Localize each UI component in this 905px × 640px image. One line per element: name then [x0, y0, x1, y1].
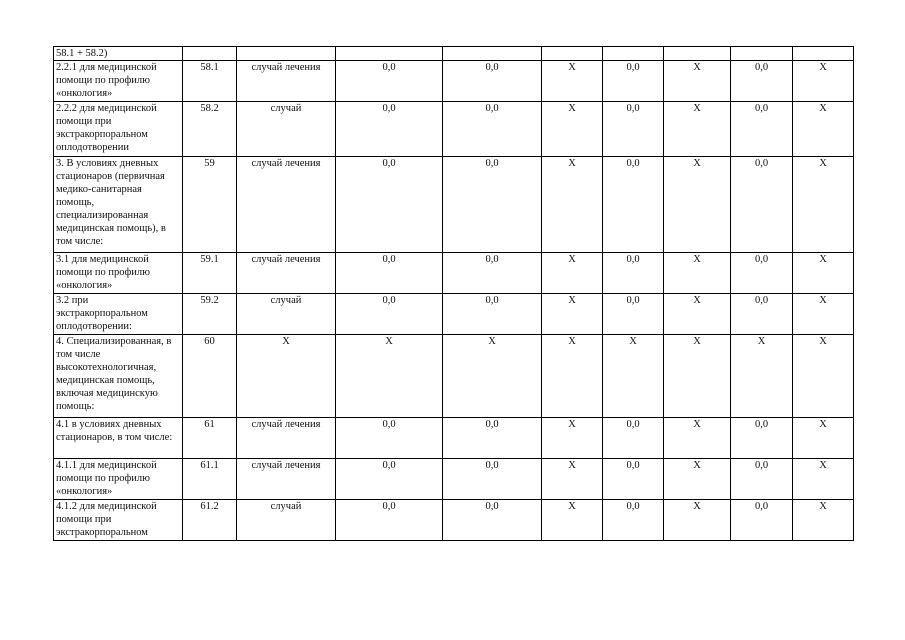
value-cell: X: [793, 253, 854, 294]
value-cell: X: [731, 335, 793, 418]
row-code: [183, 47, 237, 61]
value-cell: [542, 47, 603, 61]
row-label: 2.2.2 для медицинской помощи при экстракорпоральном оплодотворении: [54, 102, 183, 157]
value-cell: 0,0: [443, 157, 542, 253]
table-row: [54, 157, 854, 253]
value-cell: 0,0: [731, 500, 793, 541]
value-cell: X: [664, 418, 731, 459]
value-cell: [336, 47, 443, 61]
value-cell: X: [793, 102, 854, 157]
value-cell: 0,0: [336, 294, 443, 335]
value-cell: [793, 47, 854, 61]
value-cell: X: [443, 335, 542, 418]
value-cell: X: [664, 500, 731, 541]
value-cell: 0,0: [731, 418, 793, 459]
value-cell: X: [793, 157, 854, 253]
value-cell: 0,0: [336, 253, 443, 294]
value-cell: 0,0: [336, 500, 443, 541]
row-code: 61.1: [183, 459, 237, 500]
table-row: [54, 61, 854, 102]
value-cell: 0,0: [443, 253, 542, 294]
value-cell: [603, 47, 664, 61]
value-cell: X: [336, 335, 443, 418]
table-row: [54, 294, 854, 335]
value-cell: X: [793, 294, 854, 335]
value-cell: X: [542, 61, 603, 102]
table-row: [54, 418, 854, 459]
value-cell: 0,0: [731, 459, 793, 500]
value-cell: 0,0: [603, 61, 664, 102]
unit-cell: случай лечения: [237, 157, 336, 253]
value-cell: 0,0: [603, 253, 664, 294]
value-cell: X: [542, 418, 603, 459]
value-cell: X: [542, 335, 603, 418]
row-label: 3.1 для медицинской помощи по профилю «онкология»: [54, 253, 183, 294]
value-cell: 0,0: [336, 61, 443, 102]
value-cell: X: [542, 459, 603, 500]
value-cell: 0,0: [336, 102, 443, 157]
unit-cell: случай лечения: [237, 418, 336, 459]
unit-cell: случай: [237, 294, 336, 335]
value-cell: X: [542, 294, 603, 335]
value-cell: X: [793, 418, 854, 459]
table-row: [54, 459, 854, 500]
row-code: 61: [183, 418, 237, 459]
unit-cell: случай лечения: [237, 459, 336, 500]
value-cell: [443, 47, 542, 61]
value-cell: X: [542, 253, 603, 294]
value-cell: 0,0: [731, 253, 793, 294]
value-cell: 0,0: [443, 500, 542, 541]
row-code: 58.2: [183, 102, 237, 157]
row-label: 4.1.1 для медицинской помощи по профилю «онкология»: [54, 459, 183, 500]
row-label: 3. В условиях дневных стационаров (первичная медико-санитарная помощь, специализированная медицинская помощь), в том числе:: [54, 157, 183, 253]
row-label: 2.2.1 для медицинской помощи по профилю «онкология»: [54, 61, 183, 102]
value-cell: X: [664, 102, 731, 157]
data-table: [53, 46, 854, 541]
row-label: 4.1 в условиях дневных стационаров, в том числе:: [54, 418, 183, 459]
row-code: 61.2: [183, 500, 237, 541]
row-label: 4. Специализированная, в том числе высокотехнологичная, медицинская помощь, включая медицинскую помощь:: [54, 335, 183, 418]
value-cell: 0,0: [603, 459, 664, 500]
value-cell: 0,0: [443, 418, 542, 459]
row-label: 4.1.2 для медицинской помощи при экстракорпоральном: [54, 500, 183, 541]
table-row: [54, 253, 854, 294]
value-cell: X: [793, 61, 854, 102]
row-label: 3.2 при экстракорпоральном оплодотворении:: [54, 294, 183, 335]
unit-cell: [237, 47, 336, 61]
row-code: 60: [183, 335, 237, 418]
unit-cell: X: [237, 335, 336, 418]
value-cell: X: [603, 335, 664, 418]
table-row: [54, 500, 854, 541]
value-cell: 0,0: [731, 157, 793, 253]
value-cell: X: [542, 157, 603, 253]
table-row: [54, 102, 854, 157]
value-cell: X: [664, 335, 731, 418]
value-cell: X: [542, 102, 603, 157]
table-row: [54, 47, 854, 61]
row-label: 58.1 + 58.2): [54, 47, 183, 61]
value-cell: X: [664, 157, 731, 253]
row-code: 59: [183, 157, 237, 253]
value-cell: 0,0: [731, 102, 793, 157]
value-cell: 0,0: [731, 294, 793, 335]
value-cell: 0,0: [603, 500, 664, 541]
row-code: 59.1: [183, 253, 237, 294]
value-cell: 0,0: [603, 157, 664, 253]
value-cell: 0,0: [443, 459, 542, 500]
value-cell: 0,0: [443, 102, 542, 157]
value-cell: 0,0: [443, 61, 542, 102]
value-cell: X: [793, 335, 854, 418]
value-cell: X: [664, 253, 731, 294]
value-cell: 0,0: [603, 102, 664, 157]
value-cell: 0,0: [603, 418, 664, 459]
value-cell: [731, 47, 793, 61]
table-row: [54, 335, 854, 418]
value-cell: 0,0: [336, 459, 443, 500]
row-code: 59.2: [183, 294, 237, 335]
value-cell: X: [793, 500, 854, 541]
value-cell: X: [664, 61, 731, 102]
value-cell: [664, 47, 731, 61]
unit-cell: случай: [237, 500, 336, 541]
value-cell: X: [664, 459, 731, 500]
value-cell: X: [793, 459, 854, 500]
unit-cell: случай лечения: [237, 61, 336, 102]
value-cell: 0,0: [731, 61, 793, 102]
unit-cell: случай: [237, 102, 336, 157]
value-cell: 0,0: [443, 294, 542, 335]
row-code: 58.1: [183, 61, 237, 102]
value-cell: 0,0: [603, 294, 664, 335]
unit-cell: случай лечения: [237, 253, 336, 294]
value-cell: X: [664, 294, 731, 335]
value-cell: 0,0: [336, 157, 443, 253]
value-cell: X: [542, 500, 603, 541]
value-cell: 0,0: [336, 418, 443, 459]
